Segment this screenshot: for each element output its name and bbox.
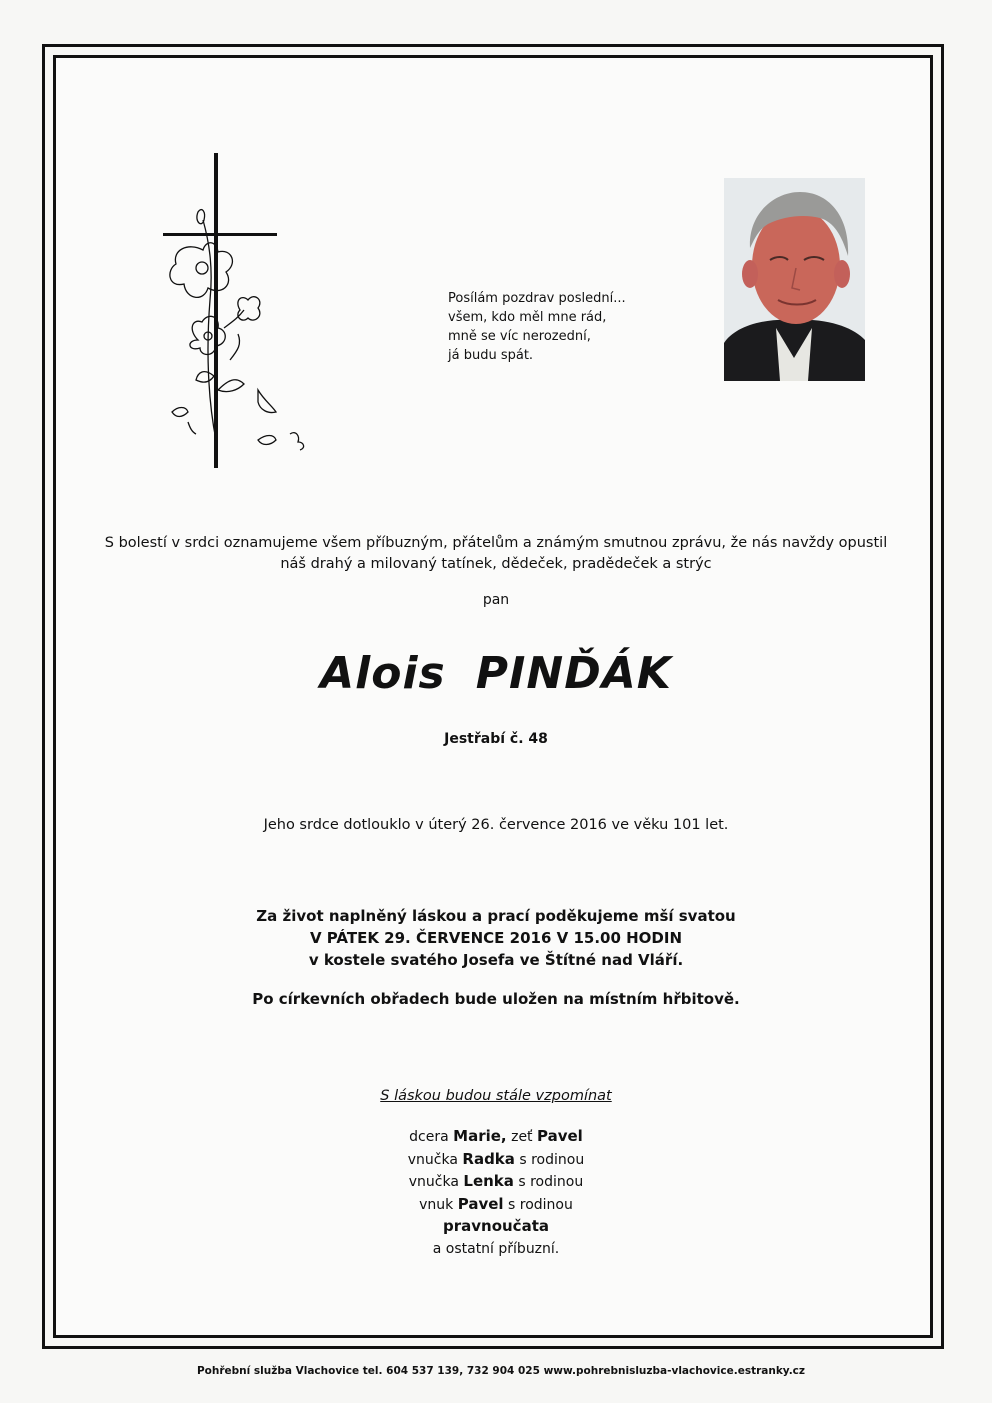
title-word: pan	[482, 592, 510, 608]
verse-line: mně se víc nerozední,	[448, 329, 591, 344]
mourner-name: Radka	[462, 1149, 515, 1168]
announcement-line-1: S bolestí v srdci oznamujeme všem příbuzným, přátelům a známým smutnou zprávu, že nás navždy opustil	[104, 535, 888, 551]
verse-line: všem, kdo měl mne rád,	[448, 310, 607, 325]
portrait-photo	[724, 178, 865, 381]
service-line-3: v kostele svatého Josefa ve Štítné nad Vláří.	[308, 951, 684, 969]
cross-with-flowers-icon	[158, 150, 318, 470]
relation: dcera	[409, 1129, 449, 1145]
announcement	[60, 533, 932, 575]
mourner-line	[0, 1216, 992, 1239]
first-name: Alois	[320, 648, 446, 699]
relation: vnučka	[407, 1151, 458, 1168]
deceased-address: Jestřabí č. 48	[444, 731, 548, 747]
mourner-line	[0, 1194, 992, 1217]
mourner-line: a ostatní příbuzní.	[432, 1240, 560, 1257]
announcement-line-2: náš drahý a milovaný tatínek, dědeček, pradědeček a strýc	[280, 556, 712, 572]
mourner-name: Marie,	[453, 1127, 507, 1145]
mourner-line	[0, 1171, 992, 1194]
last-name: PINĎÁK	[475, 648, 672, 699]
relation-suffix: s rodinou	[519, 1151, 585, 1168]
verse-line: Posílám pozdrav poslední...	[448, 291, 626, 306]
relation: vnuk	[419, 1196, 454, 1213]
relation: zeť	[511, 1129, 533, 1145]
relation-suffix: s rodinou	[508, 1196, 573, 1213]
funeral-service-footer: Pohřební služba Vlachovice tel. 604 537 139, 732 904 025 www.pohrebnisluzba-vlachovice.estranky.cz	[196, 1365, 806, 1377]
mourner-name: Pavel	[457, 1194, 504, 1213]
mourner-name: Lenka	[463, 1172, 514, 1190]
deceased-name	[0, 648, 992, 699]
mourner-line	[0, 1149, 992, 1172]
mourners-list	[0, 1126, 992, 1260]
great-grandchildren: pravnoučata	[442, 1217, 549, 1235]
mourner-line	[0, 1126, 992, 1149]
death-notice: Jeho srdce dotlouklo v úterý 26. července 2016 ve věku 101 let.	[263, 817, 729, 833]
service-line-2: V PÁTEK 29. ČERVENCE 2016 V 15.00 HODIN	[309, 929, 683, 947]
funeral-service	[0, 905, 992, 971]
relation-suffix: s rodinou	[518, 1174, 584, 1190]
service-line-1: Za život naplněný láskou a prací poděkujeme mší svatou	[256, 907, 736, 925]
burial-notice: Po církevních obřadech bude uložen na místním hřbitově.	[252, 990, 740, 1008]
remember-heading: S láskou budou stále vzpomínat	[380, 1088, 612, 1104]
verse	[448, 289, 688, 365]
mourner-name: Pavel	[537, 1127, 583, 1145]
verse-line: já budu spát.	[448, 348, 534, 363]
relation: vnučka	[408, 1174, 459, 1190]
